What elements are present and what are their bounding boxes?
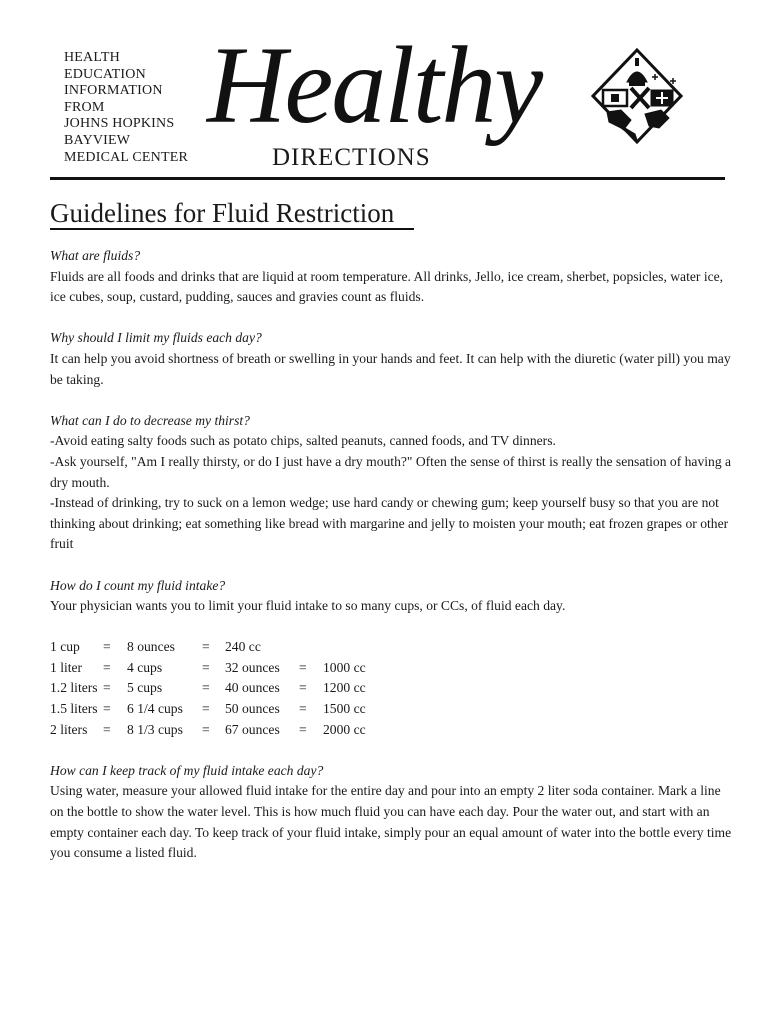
table-cell: 1.5 liters	[50, 701, 98, 717]
johns-hopkins-seal-logo	[591, 48, 683, 144]
table-cell: 8 1/3 cups	[127, 721, 183, 737]
equals-sign: =	[299, 701, 307, 717]
org-name-block	[64, 50, 188, 166]
question-heading: Why should I limit my fluids each day?	[50, 330, 262, 346]
equals-sign: =	[103, 680, 111, 696]
table-cell: 240 cc	[225, 639, 261, 655]
equals-sign: =	[103, 721, 111, 737]
answer-paragraph: Fluids are all foods and drinks that are liquid at room temperature. All drinks, Jello, ice cream, sherbet, popsicles, water ice, ice cubes, soup, custard, pudding, sauces and gravies count as fluids.	[50, 268, 724, 305]
equals-sign: =	[202, 701, 210, 717]
header-divider	[50, 177, 725, 180]
section-fluids	[50, 246, 734, 308]
equals-sign: =	[299, 659, 307, 675]
page-title: Guidelines for Fluid Restriction	[50, 198, 395, 228]
equals-sign: =	[299, 721, 307, 737]
title-underline	[50, 228, 414, 230]
equals-sign: =	[202, 680, 210, 696]
table-cell	[323, 637, 383, 658]
question-heading: What are fluids?	[50, 248, 141, 263]
table-cell: 8 ounces	[127, 639, 175, 655]
question-heading: What can I do to decrease my thirst?	[50, 412, 250, 428]
equals-sign	[299, 637, 323, 658]
table-cell: 1.2 liters	[50, 680, 98, 696]
table-cell: 1200 cc	[323, 680, 366, 696]
table-cell: 67 ounces	[225, 721, 280, 737]
answer-paragraph: Using water, measure your allowed fluid intake for the entire day and pour into an empty 2 liter soda container. Mark a line on the bottle to show the water level. This is how much fluid you can have each day. Pour the water out, and start with an empty container each day. To keep track of your fluid intake, simply pour an equal amount of water into the bottle every time you consume a listed fluid.	[50, 783, 732, 861]
equals-sign: =	[299, 680, 307, 696]
table-row	[50, 699, 383, 720]
question-heading: How can I keep track of my fluid intake each day?	[50, 762, 324, 778]
section-thirst	[50, 411, 734, 555]
section-track	[50, 761, 734, 864]
equals-sign: =	[202, 639, 210, 655]
masthead-title: Healthy	[207, 24, 542, 146]
masthead-subtitle: DIRECTIONS	[272, 144, 431, 171]
masthead	[50, 24, 725, 182]
org-line: EDUCATION	[64, 66, 146, 82]
table-cell: 5 cups	[127, 680, 163, 696]
tip-item: -Instead of drinking, try to suck on a lemon wedge; use hard candy or chewing gum; keep yourself busy so that you are not thinking about drinking; eat something like bread with margarine and jelly to moisten your mouth; eat frozen grapes or other fruit	[50, 495, 729, 552]
org-line: HEALTH	[64, 50, 120, 65]
question-heading: How do I count my fluid intake?	[50, 577, 226, 593]
equals-sign: =	[103, 701, 111, 717]
table-cell: 6 1/4 cups	[127, 701, 183, 717]
table-cell: 1 liter	[50, 659, 83, 675]
table-cell: 1500 cc	[323, 701, 366, 717]
org-line: JOHNS HOPKINS	[64, 116, 175, 132]
org-line: MEDICAL CENTER	[64, 149, 188, 165]
tip-item: -Avoid eating salty foods such as potato chips, salted peanuts, canned foods, and TV dinners.	[50, 433, 556, 449]
table-cell: 40 ounces	[225, 680, 280, 696]
equals-sign: =	[103, 659, 111, 675]
table-cell: 4 cups	[127, 659, 163, 675]
table-cell: 2000 cc	[323, 721, 366, 737]
conversion-table	[50, 637, 383, 740]
org-line: BAYVIEW	[64, 132, 131, 148]
org-line: INFORMATION	[64, 83, 163, 99]
table-cell: 50 ounces	[225, 701, 280, 717]
table-cell: 1 cup	[50, 639, 80, 655]
tip-item: -Ask yourself, "Am I really thirsty, or do I just have a dry mouth?" Often the sense of thirst is really the sensation of having a dry mouth.	[50, 453, 732, 490]
section-count	[50, 576, 734, 617]
table-row	[50, 678, 383, 699]
answer-paragraph: It can help you avoid shortness of breath or swelling in your hands and feet. It can help with the diuretic (water pill) you may be taking.	[50, 350, 731, 387]
table-cell: 32 ounces	[225, 659, 280, 675]
section-limit	[50, 328, 734, 390]
table-row	[50, 637, 383, 658]
table-row	[50, 658, 383, 679]
equals-sign: =	[103, 639, 111, 655]
org-line: FROM	[64, 99, 105, 115]
equals-sign: =	[202, 721, 210, 737]
table-cell: 1000 cc	[323, 659, 366, 675]
answer-paragraph: Your physician wants you to limit your fluid intake to so many cups, or CCs, of fluid each day.	[50, 598, 566, 614]
document-body	[50, 246, 734, 884]
table-row	[50, 720, 383, 741]
equals-sign: =	[202, 659, 210, 675]
table-cell: 2 liters	[50, 721, 88, 737]
